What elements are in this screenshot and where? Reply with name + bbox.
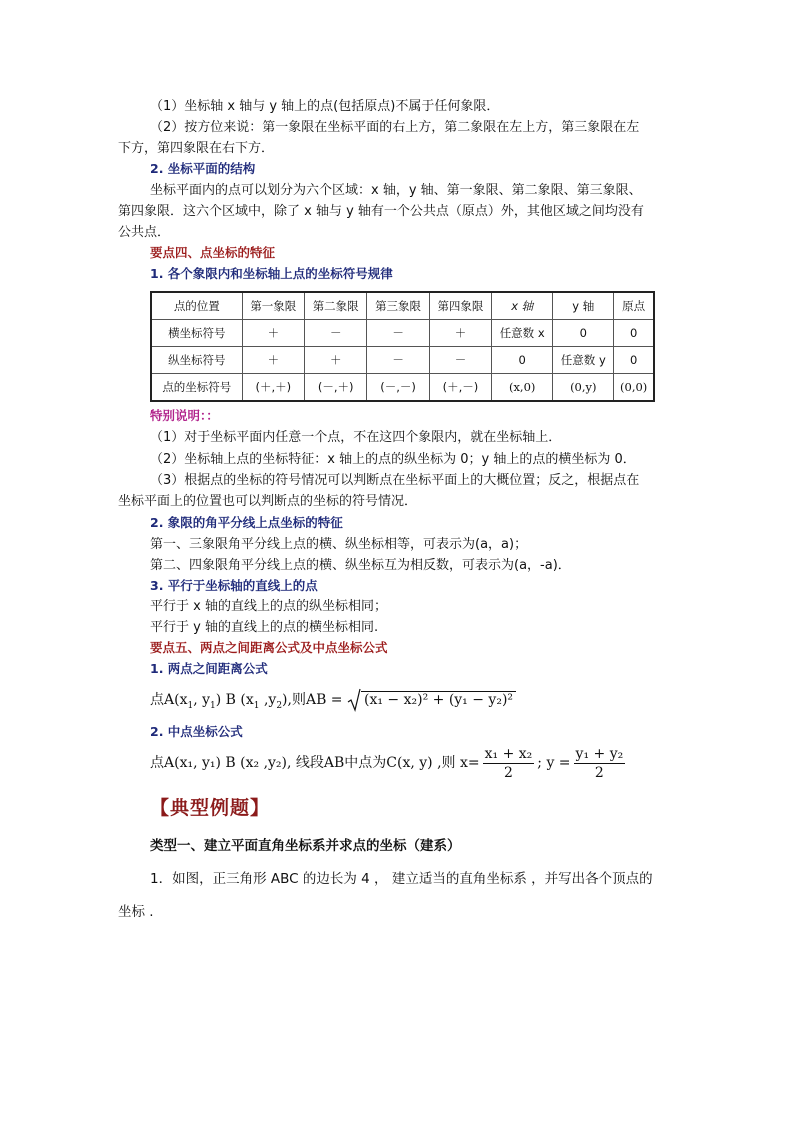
table-header-row xyxy=(151,292,654,320)
table-cell: 纵坐标符号 xyxy=(151,347,242,374)
key-point-4-sub1: 1. 各个象限内和坐标轴上点的坐标符号规律 xyxy=(150,266,393,281)
table-cell: － xyxy=(367,320,429,347)
table-cell: 横坐标符号 xyxy=(151,320,242,347)
distance-formula-part: ,y xyxy=(259,692,277,708)
midpoint-formula-separator: ; y = xyxy=(537,755,571,771)
table-cell: 0 xyxy=(553,320,614,347)
special-note-2: （2）坐标轴上点的坐标特征：x 轴上的点的纵坐标为 0；y 轴上的点的横坐标为 0． xyxy=(150,452,636,467)
distance-formula-part: ) B (x xyxy=(215,692,254,708)
special-note-3b: 坐标平面上的位置也可以判断点的坐标的符号情况． xyxy=(118,494,418,509)
note-1: （1）坐标轴 x 轴与 y 轴上的点(包括原点)不属于任何象限． xyxy=(150,99,500,114)
key-point-5-heading: 要点五、两点之间距离公式及中点坐标公式 xyxy=(150,640,388,655)
table-header-cell: 第四象限 xyxy=(429,292,491,320)
example-type-1-heading: 类型一、建立平面直角坐标系并求点的坐标（建系） xyxy=(150,838,461,854)
table-cell: 点的坐标符号 xyxy=(151,374,242,402)
midpoint-x-denominator: 2 xyxy=(503,764,513,781)
table-header-cell: 第一象限 xyxy=(242,292,304,320)
section-2-p3: 公共点． xyxy=(118,225,171,240)
table-cell: 任意数 y xyxy=(553,347,614,374)
midpoint-formula xyxy=(150,744,710,784)
table-row xyxy=(151,320,654,347)
table-cell: 0 xyxy=(614,320,654,347)
table-header-cell: 第二象限 xyxy=(305,292,367,320)
distance-formula-part: ),则AB = xyxy=(282,692,347,708)
table-cell: (0,y) xyxy=(553,374,614,402)
table-cell: ＋ xyxy=(242,320,304,347)
midpoint-x-fraction xyxy=(483,745,535,782)
table-cell: ＋ xyxy=(305,347,367,374)
table-cell: 0 xyxy=(492,347,553,374)
parallel-line-1: 平行于 x 轴的直线上的点的纵坐标相同； xyxy=(150,599,387,614)
table-cell: (＋,－) xyxy=(429,374,491,402)
question-1-line-b: 坐标 . xyxy=(118,904,154,920)
table-header-cell: 原点 xyxy=(614,292,654,320)
table-cell: － xyxy=(429,347,491,374)
key-point-4-heading: 要点四、点坐标的特征 xyxy=(150,245,276,260)
table-header-cell: y 轴 xyxy=(553,292,614,320)
midpoint-x-numerator: x₁ + x₂ xyxy=(484,745,533,762)
midpoint-formula-text: 点A(x₁, y₁) B (x₂ ,y₂), 线段AB中点为C(x, y) ,则 x= xyxy=(150,755,480,771)
table-cell: － xyxy=(367,347,429,374)
note-2a: （2）按方位来说：第一象限在坐标平面的右上方，第二象限在左上方，第三象限在左 xyxy=(150,120,640,135)
table-cell: (－,－) xyxy=(367,374,429,402)
section-2-heading: 2. 坐标平面的结构 xyxy=(150,161,256,176)
table-cell: (＋,＋) xyxy=(242,374,304,402)
bisector-line-1: 第一、三象限角平分线上点的横、纵坐标相等，可表示为(a，a)； xyxy=(150,537,528,552)
table-cell: － xyxy=(305,320,367,347)
typical-examples-title: 【典型例题】 xyxy=(150,797,271,819)
distance-formula: 点$A(x_1$, $y_1$) B ($x_1$ $,y_2$),则AB = (x₁ − x₂)² + (y₁ − y₂)² xyxy=(150,687,710,719)
distance-formula-lead: 点A(x xyxy=(150,692,188,708)
midpoint-formula-heading: 2. 中点坐标公式 xyxy=(150,724,243,739)
bisector-line-2: 第二、四象限角平分线上点的横、纵坐标互为相反数，可表示为(a，-a)． xyxy=(150,558,571,573)
special-note-1: （1）对于坐标平面内任意一个点，不在这四个象限内，就在坐标轴上． xyxy=(150,430,562,445)
table-cell: (0,0) xyxy=(614,374,654,402)
midpoint-y-denominator: 2 xyxy=(594,764,604,781)
square-root-sign xyxy=(347,687,361,713)
table-cell: 0 xyxy=(614,347,654,374)
note-2b: 下方，第四象限在右下方． xyxy=(118,141,275,156)
table-header-cell: 第三象限 xyxy=(367,292,429,320)
distance-formula-heading: 1. 两点之间距离公式 xyxy=(150,661,268,676)
bisector-heading: 2. 象限的角平分线上点坐标的特征 xyxy=(150,515,343,530)
special-note-3a: （3）根据点的坐标的符号情况可以判断点在坐标平面上的大概位置；反之，根据点在 xyxy=(150,473,640,488)
table-cell: ＋ xyxy=(429,320,491,347)
coordinate-sign-table xyxy=(150,291,655,402)
table-row xyxy=(151,374,654,402)
square-root-radicand: (x₁ − x₂)² + (y₁ − y₂)² xyxy=(361,691,516,708)
table-row xyxy=(151,347,654,374)
distance-formula-part: , y xyxy=(193,692,211,708)
parallel-line-2: 平行于 y 轴的直线上的点的横坐标相同. xyxy=(150,620,379,635)
question-1-line-a: 1．如图，正三角形 ABC 的边长为 4 ， 建立适当的直角坐标系 ，并写出各个顶点的 xyxy=(150,871,653,887)
table-header-cell: 点的位置 xyxy=(151,292,242,320)
midpoint-y-fraction xyxy=(574,745,626,782)
parallel-heading: 3. 平行于坐标轴的直线上的点 xyxy=(150,578,318,593)
table-header-cell: x 轴 xyxy=(492,292,553,320)
section-2-p1: 坐标平面内的点可以划分为六个区域：x 轴，y 轴、第一象限、第二象限、第三象限、 xyxy=(150,183,642,198)
midpoint-y-numerator: y₁ + y₂ xyxy=(575,745,624,762)
section-2-p2: 第四象限．这六个区域中，除了 x 轴与 y 轴有一个公共点（原点）外，其他区域之间均没有 xyxy=(118,204,644,219)
table-cell: ＋ xyxy=(242,347,304,374)
special-note-heading: 特别说明：： xyxy=(150,408,219,423)
table-cell: (x,0) xyxy=(492,374,553,402)
table-cell: 任意数 x xyxy=(492,320,553,347)
table-cell: (－,＋) xyxy=(305,374,367,402)
